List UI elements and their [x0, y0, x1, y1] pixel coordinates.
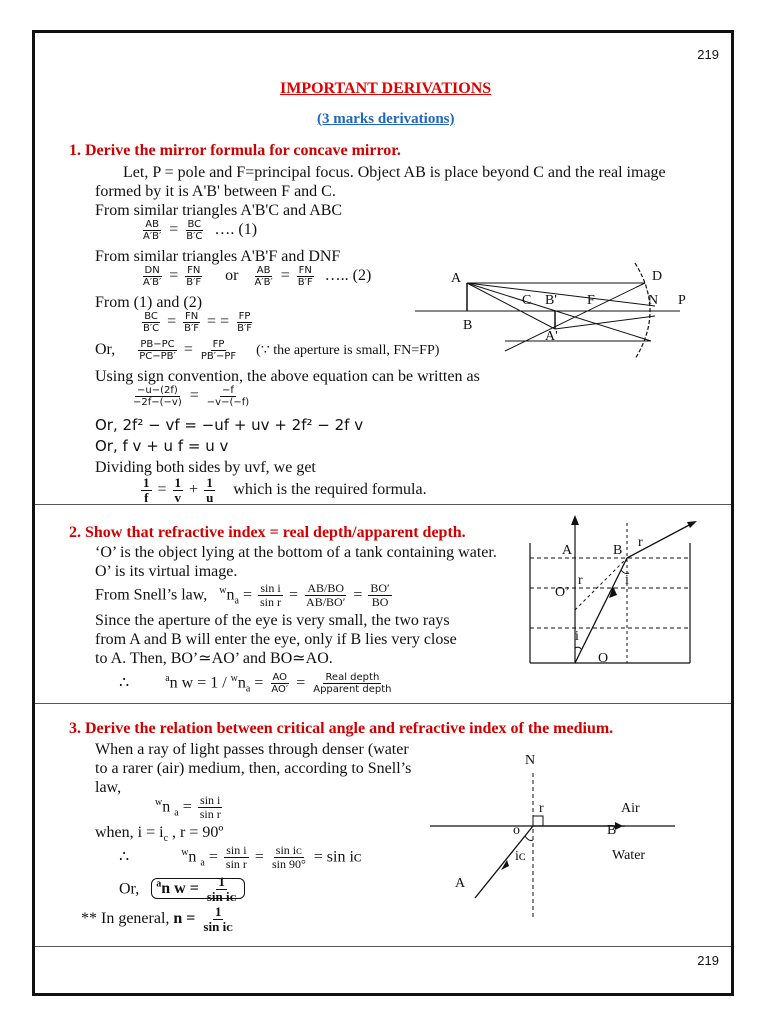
s2-line1: ‘O’ is the object lying at the bottom of a tank containing water.: [95, 544, 497, 561]
diag3-label-Water: Water: [612, 848, 646, 863]
diag2-label-B: B: [613, 543, 623, 558]
s1-line2: formed by it is A'B' between F and C.: [95, 183, 336, 200]
diag1-label-P: P: [678, 293, 686, 308]
s1-eq6: $\frac{1}{f}$ = $\frac{1}{v}$ + $\frac{1}{u}$ which is the required formula.: [143, 475, 427, 505]
diag2-label-O: O: [598, 651, 609, 666]
s3-line3: law,: [95, 779, 122, 796]
diag2-label-Op: O’: [555, 585, 570, 600]
divider-1: [35, 504, 731, 505]
page-number-top: 219: [697, 47, 719, 62]
s3-line4: when, $i = i_c$ , r = 90º: [95, 824, 224, 845]
diag3-label-B: B: [607, 823, 617, 838]
diag1-label-Ap: A': [545, 329, 558, 344]
s1-line6: Using sign convention, the above equation can be written as: [95, 368, 480, 385]
s1-line8: Or, f v + u f = u v: [95, 437, 229, 455]
s1-eq5: $\frac{-u-(2f)}{-2f-(-v)}$ = $\frac{-f}{-v-(-f)}$: [133, 385, 250, 408]
s1-eq1: $\frac{AB}{A'B'}$ = $\frac{BC}{B'C}$ …. (1): [143, 219, 258, 242]
divider-3: [35, 946, 731, 947]
page-subtitle: (3 marks derivations): [317, 111, 455, 127]
diag3-label-Air: Air: [621, 801, 640, 816]
s2-line2: O’ is its virtual image.: [95, 563, 238, 580]
tank-diagram: [525, 513, 715, 668]
s1-eq2: $\frac{DN}{A'B'}$ = $\frac{FN}{B'F}$ or $\frac{AB}{A'B'}$ = $\frac{FN}{B'F}$ ….. (2): [143, 265, 372, 288]
diag2-label-i: i: [625, 573, 629, 588]
s1-eq4: Or, $\frac{PB-PC}{PC-PB'}$ = $\frac{FP}{PB'-PF}$ (∵ the aperture is small, FN=FP): [95, 339, 440, 362]
page-frame: [32, 30, 734, 996]
s2-heading: 2. Show that refractive index = real depth/apparent depth.: [69, 524, 466, 541]
s2-line4: from A and B will enter the eye, only if B lies very close: [95, 631, 457, 648]
diag3-label-N: N: [525, 753, 536, 768]
diag3-label-ic: iᴄ: [515, 849, 526, 864]
s3-eq2: ∴ $^w$n $_a$ = $\frac{\text{sin i}}{\text{sin r}}$ = $\frac{\text{sin iᴄ}}{\sin 90^\circ}$ = sin iᴄ: [119, 843, 362, 872]
divider-2: [35, 703, 731, 704]
s1-line9: Dividing both sides by uvf, we get: [95, 459, 316, 476]
diag3-label-o: o: [513, 823, 520, 838]
s1-heading: 1. Derive the mirror formula for concave mirror.: [69, 142, 401, 159]
diag1-label-B: B: [463, 318, 473, 333]
s1-line5: From (1) and (2): [95, 294, 203, 311]
diag1-label-Bp: B': [545, 293, 557, 308]
s3-boxed: Or, $^a$n w = $\frac{1}{\text{sin iᴄ}}$: [119, 875, 245, 904]
s1-line4: From similar triangles A'B'F and DNF: [95, 248, 341, 265]
s1-eq3: $\frac{BC}{B'C}$ = $\frac{FN}{B'F}$ = = $\frac{FP}{B'F}$: [143, 311, 252, 334]
s3-heading: 3. Derive the relation between critical angle and refractive index of the medium.: [69, 720, 614, 737]
diag2-label-r2: r: [578, 573, 583, 588]
s2-line3: Since the aperture of the eye is very small, the two rays: [95, 612, 450, 629]
s3-general: ** In general, n = $\frac{1}{\text{sin iᴄ}}$: [81, 904, 233, 934]
s1-line3: From similar triangles A'B'C and ABC: [95, 202, 343, 219]
s2-snell: From Snell’s law, $^wn_a$ = $\frac{\text{sin i}}{\text{sin r}}$ = $\frac{AB/BO}{AB/BO'}$ = $\frac{BO'}{BO}$: [95, 581, 390, 610]
s1-line1: Let, P = pole and F=principal focus. Object AB is place beyond C and the real image: [123, 164, 666, 181]
diag2-label-r: r: [638, 535, 643, 550]
page-title: IMPORTANT DERIVATIONS: [280, 80, 492, 97]
s3-line1: When a ray of light passes through denser (water: [95, 741, 409, 758]
s1-line7: Or, 2f² − vf = −uf + uv + 2f² − 2f v: [95, 416, 364, 434]
s3-eq1: $^w$n $_a$ = $\frac{\text{sin i}}{\text{sin r}}$: [155, 793, 221, 822]
diag1-label-C: C: [522, 293, 532, 308]
critical-angle-diagram: [425, 768, 685, 928]
diag3-label-A: A: [455, 876, 466, 891]
diag2-label-A: A: [562, 543, 573, 558]
diag2-label-i2: i: [575, 629, 579, 644]
diag1-label-N: N: [648, 293, 659, 308]
page-number-bottom: 219: [697, 953, 719, 968]
diag1-label-D: D: [652, 269, 663, 284]
diag3-label-r: r: [539, 801, 544, 816]
boxed-formula: $^a$n w = $\frac{1}{\text{sin iᴄ}}$: [151, 878, 245, 899]
s2-line5: to A. Then, BO’≃AO’ and BO≃AO.: [95, 650, 333, 667]
diag1-label-A: A: [451, 271, 462, 286]
s3-line2: to a rarer (air) medium, then, according to Snell’s: [95, 760, 412, 777]
diag1-label-F: F: [587, 293, 595, 308]
s2-result: ∴ $^a$n $w = 1 / ^wn_a$ = $\frac{AO}{AO'}$ = $\frac{\text{Real depth}}{\text{Apparent depth}}$: [119, 672, 392, 696]
